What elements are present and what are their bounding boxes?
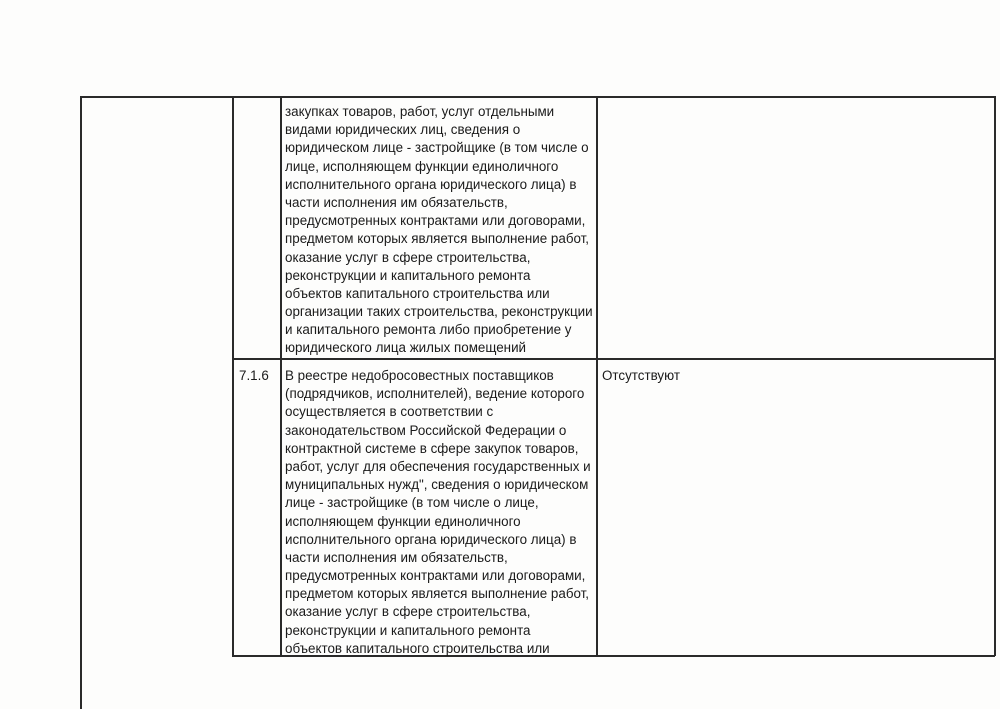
text-line: муниципальных нужд", сведения о юридическом bbox=[285, 477, 589, 493]
text-line: В реестре недобросовестных поставщиков bbox=[285, 368, 554, 383]
text-line: видами юридических лиц, сведения о bbox=[285, 122, 521, 138]
text-line: оказание услуг в сфере строительства, bbox=[285, 604, 531, 620]
text-line: предусмотренных контрактами или договорами, bbox=[285, 213, 586, 229]
text-line: объектов капитального строительства или bbox=[285, 285, 550, 301]
text-line: предметом которых является выполнение работ, bbox=[285, 231, 590, 247]
text-line: законодательством Российской Федерации о bbox=[285, 422, 567, 438]
text-line: контрактной системе в сфере закупок товаров, bbox=[285, 440, 579, 456]
text-line: оказание услуг в сфере строительства, bbox=[285, 249, 531, 265]
text-line: закупках товаров, работ, услуг отдельными bbox=[285, 104, 555, 119]
text-line: объектов капитального строительства или bbox=[285, 640, 550, 656]
text-line: предметом которых является выполнение работ, bbox=[285, 586, 590, 602]
col-border-number bbox=[232, 96, 234, 656]
text-line: и капитального ремонта либо приобретение у bbox=[285, 322, 572, 338]
text-line: организации таких строительства, реконструкции bbox=[285, 304, 593, 320]
text-line: юридического лица жилых помещений bbox=[285, 340, 527, 356]
text-line: исполнительного органа юридического лица) в bbox=[285, 176, 577, 192]
col-border-requirement bbox=[280, 96, 282, 656]
row-divider bbox=[232, 358, 995, 360]
col-border-value bbox=[596, 96, 598, 656]
text-line: (подрядчиков, исполнителей), ведение которого bbox=[285, 386, 585, 402]
text-line: юридическом лице - застройщике (в том числе о bbox=[285, 140, 589, 156]
col-border-left bbox=[80, 96, 82, 709]
text-line: части исполнения им обязательств, bbox=[285, 194, 508, 210]
row-1-requirement bbox=[285, 103, 593, 358]
text-line: лице - застройщике (в том числе о лице, bbox=[285, 495, 539, 511]
text-line: осуществляется в соответствии с bbox=[285, 404, 494, 420]
row-2-requirement bbox=[285, 367, 591, 658]
text-line: лице, исполняющем функции единоличного bbox=[285, 158, 559, 174]
table-top-border bbox=[80, 96, 995, 98]
text-line: части исполнения им обязательств, bbox=[285, 549, 508, 565]
text-line: реконструкции и капитального ремонта bbox=[285, 622, 531, 638]
row-2-value: Отсутствуют bbox=[602, 368, 680, 383]
text-line: исполнительного органа юридического лица) в bbox=[285, 531, 577, 547]
col-border-right bbox=[994, 96, 996, 656]
text-line: исполняющем функции единоличного bbox=[285, 513, 521, 529]
text-line: работ, услуг для обеспечения государственных и bbox=[285, 458, 591, 474]
text-line: предусмотренных контрактами или договорами, bbox=[285, 568, 586, 584]
text-line: реконструкции и капитального ремонта bbox=[285, 267, 531, 283]
row-2-number: 7.1.6 bbox=[239, 368, 269, 383]
